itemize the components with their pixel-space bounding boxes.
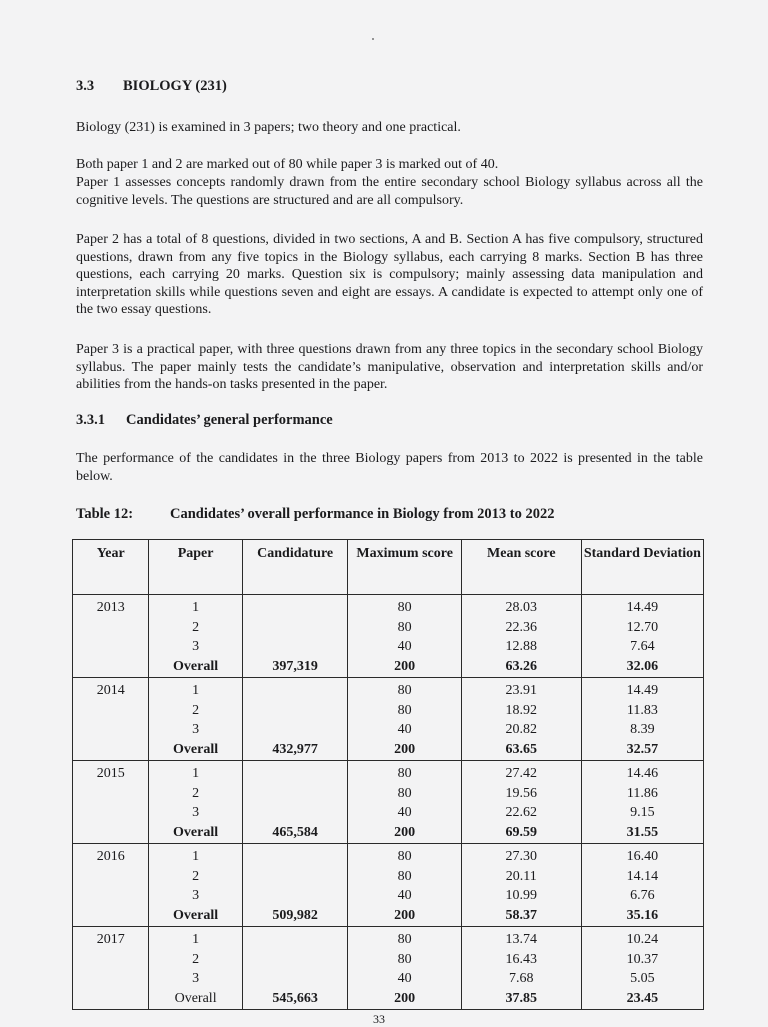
cell-line: 200 (394, 741, 416, 757)
candidature-value: 509,982 (272, 907, 318, 923)
cell-line: 1 (192, 683, 200, 698)
header-standard-deviation: Standard Deviation (581, 540, 703, 595)
table-body (73, 595, 704, 1010)
cell-line: 28.03 (505, 600, 538, 615)
cell-candidature (242, 927, 348, 1010)
cell-standard-deviation (581, 595, 703, 678)
paragraph-intro: Biology (231) is examined in 3 papers; two theory and one practical. (76, 120, 461, 135)
cell-line: 40 (397, 639, 412, 654)
subsection-heading (76, 412, 333, 429)
table-caption-label: Table 12: (76, 506, 134, 522)
cell-year (73, 927, 149, 1010)
cell-year (73, 678, 149, 761)
cell-paper (149, 844, 242, 927)
cell-candidature (242, 678, 348, 761)
cell-standard-deviation (581, 844, 703, 927)
candidature-value: 465,584 (272, 824, 318, 840)
cell-line: 32.57 (626, 741, 659, 757)
cell-maximum-score (348, 595, 461, 678)
cell-line: 9.15 (630, 805, 655, 820)
cell-line: Overall (173, 907, 219, 923)
cell-line: 14.46 (626, 766, 659, 781)
cell-line: 63.65 (505, 741, 538, 757)
cell-line: Overall (173, 824, 219, 840)
cell-line: 69.59 (505, 824, 538, 840)
candidature-value: 545,663 (272, 990, 318, 1006)
cell-line: 16.40 (626, 849, 659, 864)
cell-line: 2 (192, 868, 200, 884)
subsection-number: 3.3.1 (76, 412, 105, 428)
cell-line: 16.43 (505, 951, 538, 967)
paragraph-paper3: Paper 3 is a practical paper, with three questions drawn from any three topics in the secondary school Biology syllabus. The paper mainly tests the candidate’s manipulative, observation and interpretation skills and/or abilities from the hands-on tasks presented in the paper. (76, 342, 703, 392)
cell-line: 63.26 (505, 658, 538, 674)
cell-line: 200 (394, 824, 416, 840)
cell-line: 10.24 (626, 932, 659, 947)
cell-line: 80 (397, 951, 412, 967)
cell-line: 40 (397, 971, 412, 986)
scan-speck (372, 38, 374, 40)
cell-line: 14.14 (626, 868, 659, 884)
cell-line: 5.05 (630, 971, 655, 986)
cell-paper (149, 595, 242, 678)
cell-line: 3 (192, 639, 200, 654)
cell-line: 2 (192, 619, 200, 635)
cell-line: 37.85 (505, 990, 538, 1006)
cell-line: 80 (397, 683, 412, 698)
candidature-value: 432,977 (272, 741, 318, 757)
cell-paper (149, 678, 242, 761)
cell-line: 200 (394, 658, 416, 674)
cell-line: 27.42 (505, 766, 538, 781)
header-mean-score: Mean score (461, 540, 581, 595)
cell-line: 80 (397, 766, 412, 781)
cell-line: 40 (397, 888, 412, 903)
cell-line: 40 (397, 805, 412, 820)
table-row (73, 844, 704, 927)
cell-line: 80 (397, 619, 412, 635)
header-candidature: Candidature (242, 540, 348, 595)
header-year: Year (73, 540, 149, 595)
cell-mean-score (461, 927, 581, 1010)
year-value: 2015 (96, 766, 125, 781)
cell-mean-score (461, 844, 581, 927)
cell-line: 22.36 (505, 619, 538, 635)
year-value: 2017 (96, 932, 125, 947)
cell-line: 10.99 (505, 888, 538, 903)
cell-year (73, 761, 149, 844)
cell-candidature (242, 761, 348, 844)
cell-line: 2 (192, 785, 200, 801)
cell-line: 35.16 (626, 907, 659, 923)
cell-line: 20.11 (505, 868, 537, 884)
section-title: BIOLOGY (231) (123, 78, 227, 94)
table-caption-title: Candidates’ overall performance in Biology from 2013 to 2022 (170, 506, 555, 522)
cell-line: 7.64 (630, 639, 655, 654)
cell-candidature (242, 595, 348, 678)
cell-line: 1 (192, 932, 200, 947)
table-row (73, 678, 704, 761)
cell-line: 14.49 (626, 683, 659, 698)
cell-line: 40 (397, 722, 412, 737)
cell-line: 80 (397, 932, 412, 947)
cell-standard-deviation (581, 678, 703, 761)
cell-line: 31.55 (626, 824, 659, 840)
page-number: 33 (373, 1012, 385, 1026)
paragraph-marking: Both paper 1 and 2 are marked out of 80 while paper 3 is marked out of 40. (76, 157, 499, 172)
cell-line: 200 (394, 990, 416, 1006)
cell-line: Overall (174, 990, 217, 1006)
cell-year (73, 844, 149, 927)
cell-line: 3 (192, 971, 200, 986)
cell-line: Overall (173, 658, 219, 674)
section-number: 3.3 (76, 78, 95, 94)
cell-line: 19.56 (505, 785, 538, 801)
cell-maximum-score (348, 927, 461, 1010)
header-paper: Paper (149, 540, 242, 595)
subsection-title: Candidates’ general performance (126, 412, 333, 428)
cell-maximum-score (348, 844, 461, 927)
cell-line: 80 (397, 849, 412, 864)
cell-line: 80 (397, 785, 412, 801)
year-value: 2016 (96, 849, 125, 864)
cell-line: 11.86 (626, 785, 658, 801)
cell-line: 23.91 (505, 683, 538, 698)
cell-line: 13.74 (505, 932, 538, 947)
paragraph-paper1: Paper 1 assesses concepts randomly drawn from the entire secondary school Biology syllabus across all the cognitive levels. The questions are structured and are all compulsory. (76, 175, 703, 208)
candidature-value: 397,319 (272, 658, 318, 674)
cell-standard-deviation (581, 927, 703, 1010)
cell-line: 1 (192, 600, 200, 615)
cell-line: 18.92 (505, 702, 538, 718)
cell-line: 58.37 (505, 907, 538, 923)
cell-standard-deviation (581, 761, 703, 844)
table-row (73, 927, 704, 1010)
year-value: 2013 (96, 600, 125, 615)
table-row (73, 595, 704, 678)
cell-line: 22.62 (505, 805, 538, 820)
cell-year (73, 595, 149, 678)
cell-line: 3 (192, 805, 200, 820)
cell-mean-score (461, 595, 581, 678)
cell-line: Overall (173, 741, 219, 757)
paragraph-table-intro: The performance of the candidates in the three Biology papers from 2013 to 2022 is presented in the table below. (76, 451, 703, 484)
cell-maximum-score (348, 761, 461, 844)
cell-line: 8.39 (630, 722, 655, 737)
cell-line: 12.70 (626, 619, 659, 635)
cell-line: 11.83 (626, 702, 658, 718)
cell-line: 23.45 (626, 990, 659, 1006)
cell-line: 14.49 (626, 600, 659, 615)
cell-line: 20.82 (505, 722, 538, 737)
cell-line: 80 (397, 868, 412, 884)
cell-paper (149, 761, 242, 844)
table-header-row (73, 540, 704, 595)
cell-candidature (242, 844, 348, 927)
cell-line: 2 (192, 702, 200, 718)
performance-table (72, 539, 704, 1010)
cell-line: 80 (397, 702, 412, 718)
cell-line: 200 (394, 907, 416, 923)
cell-line: 2 (192, 951, 200, 967)
cell-maximum-score (348, 678, 461, 761)
cell-mean-score (461, 761, 581, 844)
cell-line: 27.30 (505, 849, 538, 864)
cell-mean-score (461, 678, 581, 761)
cell-line: 12.88 (505, 639, 538, 654)
year-value: 2014 (96, 683, 125, 698)
cell-line: 32.06 (626, 658, 659, 674)
cell-line: 1 (192, 849, 200, 864)
section-heading (76, 78, 227, 95)
cell-line: 3 (192, 722, 200, 737)
paragraph-paper2: Paper 2 has a total of 8 questions, divided in two sections, A and B. Section A has five compulsory, structured questions, drawn from any five topics in the Biology syllabus, each carrying 8 marks. Section B has three questions, each carrying 20 marks. Question six is compulsory; mainly assessing data manipulation and interpretation skills while questions seven and eight are essays. A candidate is expected to attempt only one of the two essay questions. (76, 232, 703, 317)
cell-line: 6.76 (630, 888, 655, 903)
cell-paper (149, 927, 242, 1010)
cell-line: 10.37 (626, 951, 659, 967)
cell-line: 7.68 (509, 971, 534, 986)
cell-line: 1 (192, 766, 200, 781)
cell-line: 80 (397, 600, 412, 615)
cell-line: 3 (192, 888, 200, 903)
header-maximum-score: Maximum score (348, 540, 461, 595)
table-row (73, 761, 704, 844)
table-caption (76, 506, 554, 523)
